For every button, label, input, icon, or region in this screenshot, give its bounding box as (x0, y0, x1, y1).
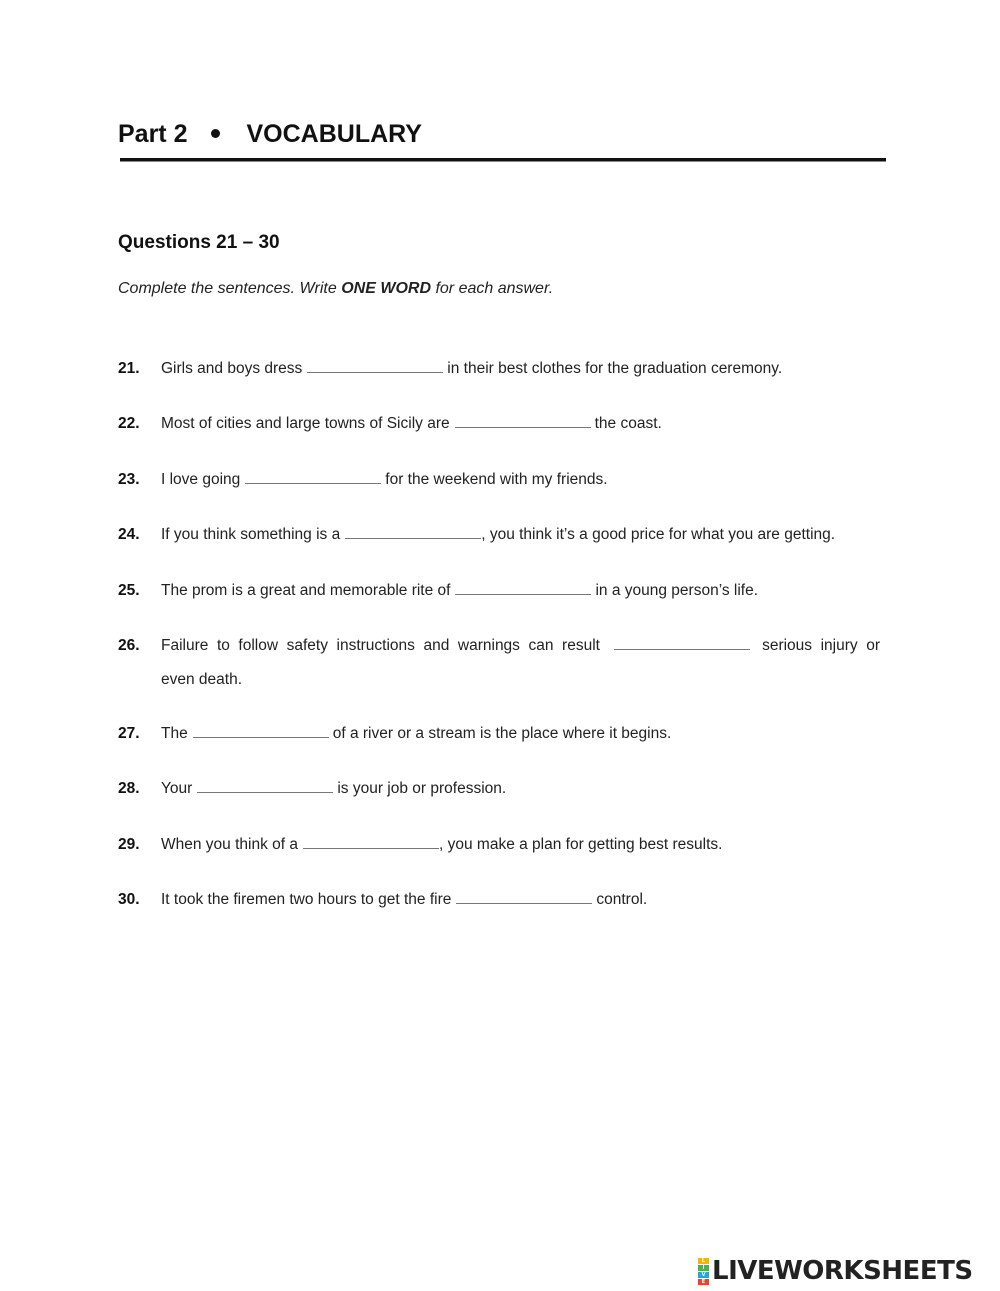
liveworksheets-logo (698, 1256, 973, 1286)
part-label: Part 2 (118, 120, 188, 148)
question-text (161, 629, 880, 697)
bullet-icon (211, 129, 220, 138)
answer-blank-27[interactable] (193, 723, 329, 738)
question-after: , you make a plan for getting best results. (439, 836, 723, 853)
logo-block: L (698, 1258, 709, 1264)
question-text (161, 717, 880, 751)
page-title (118, 120, 422, 149)
question-number: 24. (118, 526, 140, 543)
logo-block: V (698, 1272, 709, 1278)
question-number: 23. (118, 471, 140, 488)
question-number: 27. (118, 725, 140, 742)
question-after: for the weekend with my friends. (385, 471, 608, 488)
question-after: is your job or profession. (337, 780, 507, 797)
logo-block: E (698, 1279, 709, 1285)
question-before: Most of cities and large towns of Sicily are (161, 415, 450, 432)
logo-text: LIVEWORKSHEETS (712, 1256, 973, 1286)
answer-blank-30[interactable] (456, 889, 592, 904)
question-before: If you think something is a (161, 526, 341, 543)
section-label: VOCABULARY (246, 120, 422, 148)
question-after: of a river or a stream is the place where it begins. (332, 725, 672, 742)
question-before: The prom is a great and memorable rite of (161, 582, 451, 599)
title-divider (120, 158, 886, 161)
question-before: Girls and boys dress (161, 360, 303, 377)
logo-block: I (698, 1265, 709, 1271)
questions-heading: Questions 21 – 30 (118, 232, 280, 253)
answer-blank-26[interactable] (614, 635, 750, 650)
logo-blocks-icon (698, 1258, 709, 1285)
question-text (161, 407, 880, 441)
question-after: serious injury or (762, 637, 880, 654)
question-text (161, 518, 880, 552)
question-after: control. (596, 891, 648, 908)
answer-blank-29[interactable] (303, 834, 439, 849)
question-text (161, 463, 880, 497)
answer-blank-24[interactable] (345, 524, 481, 539)
question-before: I love going (161, 471, 241, 488)
answer-blank-22[interactable] (455, 413, 591, 428)
question-tail: even death. (161, 671, 243, 688)
answer-blank-28[interactable] (197, 778, 333, 793)
question-number: 22. (118, 415, 140, 432)
question-before: It took the firemen two hours to get the fire (161, 891, 452, 908)
question-text (161, 883, 880, 917)
answer-blank-25[interactable] (455, 580, 591, 595)
instructions-after: for each answer. (431, 280, 554, 297)
instructions-before: Complete the sentences. Write (118, 280, 342, 297)
question-after: , you think it’s a good price for what you are getting. (481, 526, 836, 543)
question-text (161, 772, 880, 806)
instructions (118, 280, 553, 298)
question-number: 28. (118, 780, 140, 797)
question-number: 25. (118, 582, 140, 599)
question-number: 26. (118, 637, 140, 654)
answer-blank-23[interactable] (245, 469, 381, 484)
answer-blank-21[interactable] (307, 358, 443, 373)
question-text (161, 574, 880, 608)
question-text (161, 352, 880, 386)
question-before: Your (161, 780, 193, 797)
question-text (161, 828, 880, 862)
question-number: 29. (118, 836, 140, 853)
question-before: When you think of a (161, 836, 298, 853)
question-after: in their best clothes for the graduation ceremony. (447, 360, 783, 377)
question-after: the coast. (594, 415, 662, 432)
question-after: in a young person’s life. (595, 582, 759, 599)
instructions-emphasis: ONE WORD (341, 280, 431, 297)
question-number: 30. (118, 891, 140, 908)
question-before: The (161, 725, 188, 742)
question-number: 21. (118, 360, 140, 377)
question-before: Failure to follow safety instructions and warnings can result (161, 637, 600, 654)
